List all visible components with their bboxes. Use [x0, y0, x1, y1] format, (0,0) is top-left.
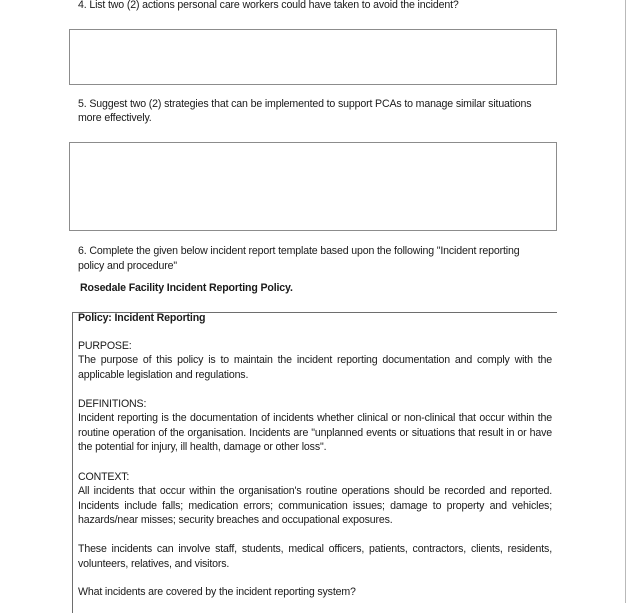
question-4: 4. List two (2) actions personal care workers could have taken to avoid the incident? — [78, 0, 459, 11]
definitions-text: Incident reporting is the documentation of incidents whether clinical or non-clinical that occur within the routine operation of the organisation. Incidents are "unplanned events or situations that result in or have the potential for injury, ill health, damage or other loss". — [78, 412, 552, 453]
page-right-border — [625, 0, 626, 603]
question-5-line-2: more effectively. — [78, 112, 152, 124]
answer-box-q5[interactable] — [69, 142, 557, 231]
context-heading: CONTEXT: — [78, 471, 130, 483]
definitions-heading: DEFINITIONS: — [78, 398, 147, 410]
coverage-question: What incidents are covered by the incident reporting system? — [78, 586, 356, 598]
answer-box-q4[interactable] — [69, 29, 557, 85]
purpose-heading: PURPOSE: — [78, 340, 132, 352]
purpose-text: The purpose of this policy is to maintain the incident reporting documentation and comply with the applicable legislation and regulations. — [78, 354, 552, 381]
policy-title: Policy: Incident Reporting — [78, 312, 206, 324]
question-6-line-1: 6. Complete the given below incident report template based upon the following "Incident reporting — [78, 245, 520, 257]
context-text: All incidents that occur within the organisation's routine operations should be recorded and reported. Incidents include falls; medication errors; communication issues; damage to property and vehicles; hazards/near misses; security breaches and occupational exposures. — [78, 485, 552, 526]
involve-text: These incidents can involve staff, students, medical officers, patients, contractors, clients, residents, volunteers, relatives, and visitors. — [78, 543, 552, 570]
question-6-line-2: policy and procedure" — [78, 260, 177, 272]
facility-policy-heading: Rosedale Facility Incident Reporting Policy. — [80, 282, 293, 294]
question-5-line-1: 5. Suggest two (2) strategies that can be implemented to support PCAs to manage similar situations — [78, 98, 532, 110]
